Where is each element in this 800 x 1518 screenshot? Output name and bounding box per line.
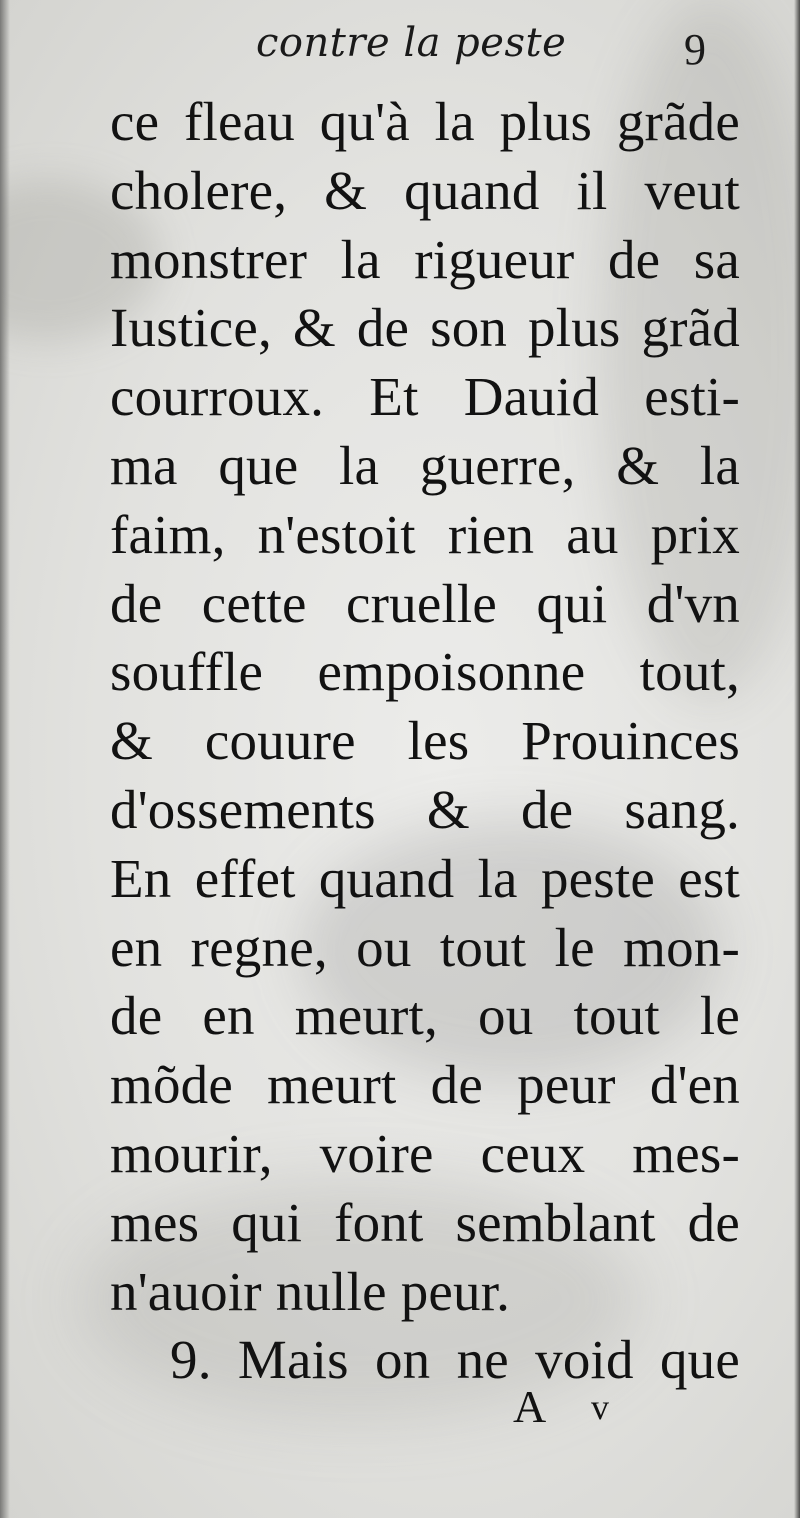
text-line: en regne, ou tout le mon-	[110, 916, 740, 978]
text-line: En effet quand la peste est	[110, 847, 740, 909]
running-title: contre la peste	[256, 20, 567, 66]
text-line: mes qui font semblant de	[110, 1191, 740, 1253]
text-line: monstrer la rigueur de sa	[110, 228, 740, 290]
signature-mark	[513, 1380, 653, 1440]
signature-letter: A	[513, 1381, 547, 1432]
text-line: mourir, voire ceux mes-	[110, 1122, 740, 1184]
paragraph-start-line: 9. Mais on ne void que	[170, 1329, 740, 1391]
signature-numeral: v	[591, 1387, 609, 1427]
text-line: courroux. Et Dauid esti-	[110, 366, 740, 428]
text-line: Iustice, & de son plus grãd	[110, 297, 740, 359]
text-line: & couure les Prouinces	[110, 710, 740, 772]
text-line: souffle empoisonne tout,	[110, 641, 740, 703]
text-line: de cette cruelle qui d'vn	[110, 572, 740, 634]
text-line: cholere, & quand il veut	[110, 159, 740, 221]
running-head	[0, 20, 800, 80]
text-line: n'auoir nulle peur.	[110, 1260, 511, 1322]
text-line: d'ossements & de sang.	[110, 778, 740, 840]
text-line: ce fleau qu'à la plus grãde	[110, 91, 740, 152]
text-line: de en meurt, ou tout le	[110, 985, 740, 1047]
text-line: mõde meurt de peur d'en	[110, 1054, 740, 1116]
text-line: faim, n'estoit rien au prix	[110, 503, 740, 565]
body-text	[110, 88, 740, 1395]
page-right-edge	[794, 0, 800, 1518]
page-left-edge	[0, 0, 10, 1518]
page-number: 9	[684, 25, 706, 74]
text-line: ma que la guerre, & la	[110, 434, 740, 496]
